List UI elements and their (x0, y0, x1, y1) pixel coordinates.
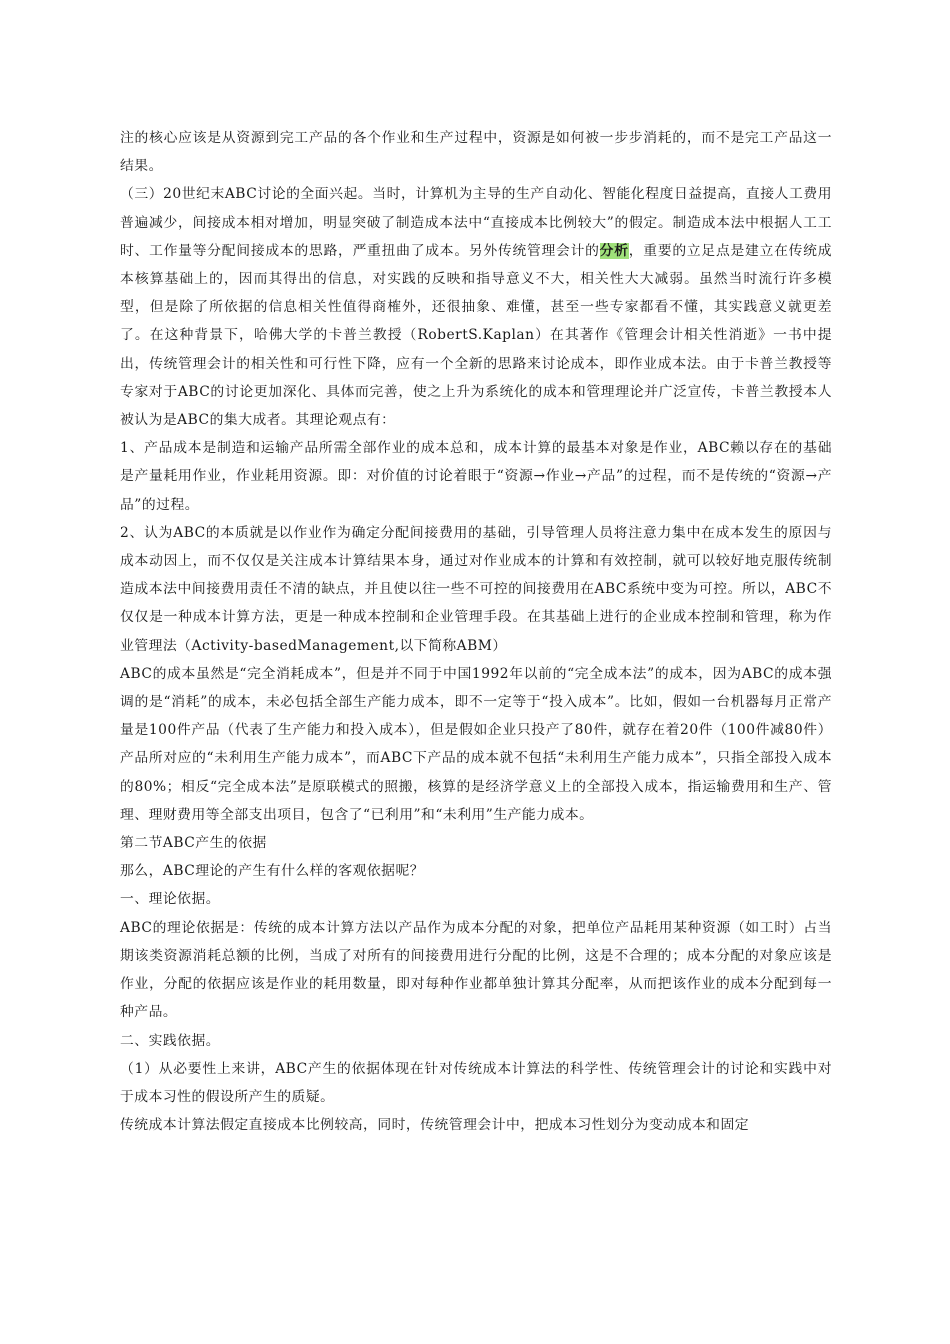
document-body (120, 124, 832, 1139)
paragraph-7: 那么，ABC理论的产生有什么样的客观依据呢？ (120, 863, 425, 880)
highlighted-word: 分析 (599, 242, 629, 259)
paragraph-11: （1）从必要性上来讲，ABC产生的依据体现在针对传统成本计算法的科学性、传统管理会计的讨论和实践中对于成本习性的假设所产生的质疑。 (120, 1060, 832, 1105)
paragraph-5: ABC的成本虽然是“完全消耗成本”，但是并不同于中国1992年以前的“完全成本法”的成本，因为ABC的成本强调的是“消耗”的成本，未必包括全部生产能力成本，即不一定等于“投入成本”。比如，假如一台机器每月正常产量是100件产品（代表了生产能力和投入成本），但是假如企业只投产了80件，就存在着20件（100件减80件）产品所对应的“未利用生产能力成本”，而ABC下产品的成本就不包括“未利用生产能力成本”，只指全部投入成本的80%；相反“完全成本法”是原联模式的照搬，核算的是经济学意义上的全部投入成本，指运输费用和生产、管理、理财费用等全部支出项目，包含了“已利用”和“未利用”生产能力成本。 (120, 665, 832, 823)
section-heading: 第二节ABC产生的依据 (120, 835, 267, 852)
paragraph-9: ABC的理论依据是：传统的成本计算方法以产品作为成本分配的对象，把单位产品耗用某种资源（如工时）占当期该类资源消耗总额的比例，当成了对所有的间接费用进行分配的比例，这是不合理的；成本分配的对象应该是作业，分配的依据应该是作业的耗用数量，即对每种作业都单独计算其分配率，从而把该作业的成本分配到每一种产品。 (120, 919, 832, 1021)
paragraph-2-text: （三）20世纪末ABC讨论的全面兴起。当时，计算机为主导的生产自动化、智能化程度日益提高，直接人工费用普遍减少，间接成本相对增加，明显突破了制造成本法中“直接成本比例较大”的假定。制造成本法中根据人工工时、工作量等分配间接成本的思路，严重扭曲了成本。另外传统管理会计的 (120, 186, 832, 259)
paragraph-1: 注的核心应该是从资源到完工产品的各个作业和生产过程中，资源是如何被一步步消耗的，而不是完工产品这一结果。 (120, 130, 832, 175)
paragraph-4: 2、认为ABC的本质就是以作业作为确定分配间接费用的基础，引导管理人员将注意力集中在成本发生的原因与成本动因上，而不仅仅是关注成本计算结果本身，通过对作业成本的计算和有效控制，就可以较好地克服传统制造成本法中间接费用责任不清的缺点，并且使以往一些不可控的间接费用在ABC系统中变为可控。所以，ABC不仅仅是一种成本计算方法，更是一种成本控制和企业管理手段。在其基础上进行的企业成本控制和管理，称为作业管理法（Activity-basedManagement,以下简称ABM） (120, 524, 832, 654)
paragraph-2 (120, 180, 832, 434)
paragraph-3: 1、产品成本是制造和运输产品所需全部作业的成本总和，成本计算的最基本对象是作业，ABC赖以存在的基础是产量耗用作业，作业耗用资源。即：对价值的讨论着眼于“资源→作业→产品”的过程，而不是传统的“资源→产品”的过程。 (120, 440, 832, 513)
subheading-practice: 二、实践依据。 (120, 1032, 221, 1049)
paragraph-2-rest: ，重要的立足点是建立在传统成本核算基础上的，因而其得出的信息，对实践的反映和指导意义不大，相关性大大减弱。虽然当时流行许多模型，但是除了所依据的信息相关性值得商榷外，还很抽象、难懂，甚至一些专家都看不懂，其实践意义就更差了。在这种背景下，哈佛大学的卡普兰教授（RobertS.Kaplan）在其著作《管理会计相关性消逝》一书中提出，传统管理会计的相关性和可行性下降，应有一个全新的思路来讨论成本，即作业成本法。由于卡普兰教授等专家对于ABC的讨论更加深化、具体而完善，使之上升为系统化的成本和管理理论并广泛宣传，卡普兰教授本人被认为是ABC的集大成者。其理论观点有： (120, 242, 833, 429)
subheading-theory: 一、理论依据。 (120, 891, 221, 908)
paragraph-12: 传统成本计算法假定直接成本比例较高，同时，传统管理会计中，把成本习性划分为变动成本和固定 (120, 1117, 750, 1134)
